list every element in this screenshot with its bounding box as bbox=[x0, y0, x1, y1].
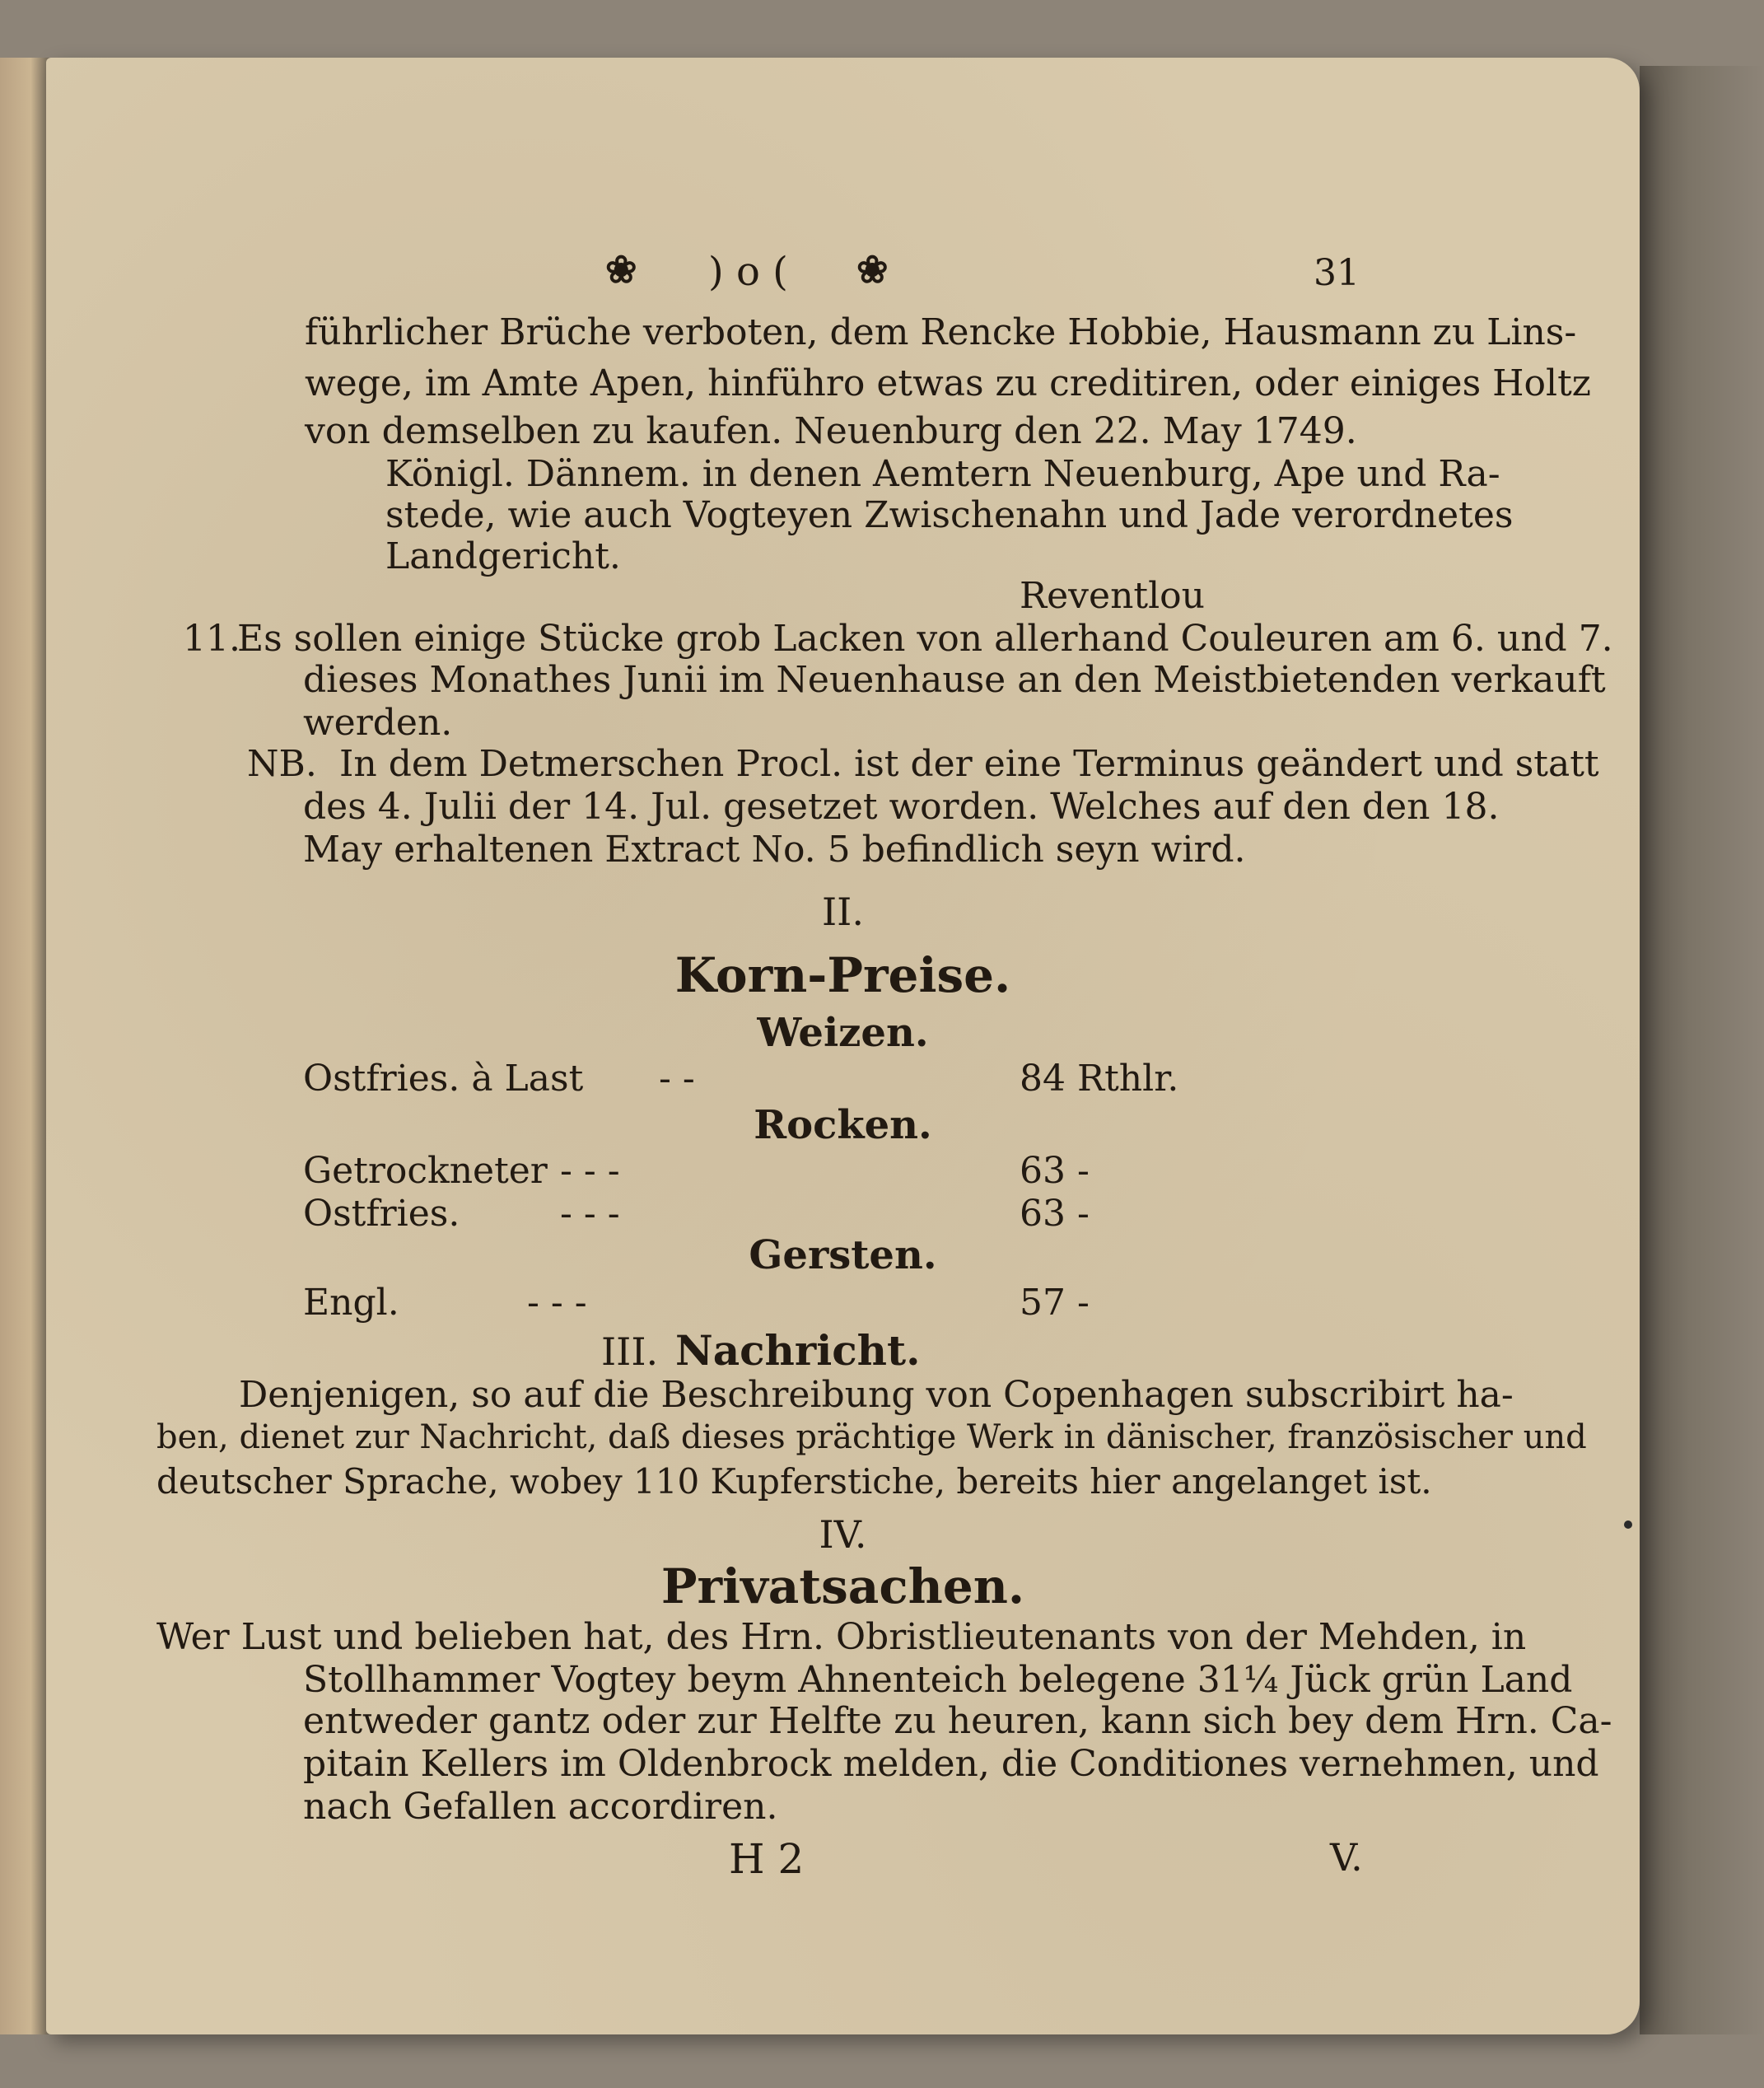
section-iv-line-1: Wer Lust und belieben hat, des Hrn. Obristlieutenants von der Mehden, in bbox=[156, 1616, 1527, 1658]
nb-line-3: May erhaltenen Extract No. 5 befindlich seyn wird. bbox=[303, 829, 1246, 871]
nb-line-2: des 4. Julii der 14. Jul. gesetzet worden. Welches auf den den 18. bbox=[303, 786, 1500, 828]
section-iv-line-3: entweder gantz oder zur Helfte zu heuren, kann sich bey dem Hrn. Ca- bbox=[303, 1700, 1612, 1742]
court-line-2: stede, wie auch Vogteyen Zwischenahn und Jade verordnetes bbox=[385, 494, 1514, 536]
price-row-label: Ostfries. à Last bbox=[303, 1058, 584, 1100]
group-weizen-heading: Weizen. bbox=[757, 1010, 929, 1056]
price-row-dashes: - - - bbox=[560, 1193, 620, 1235]
signature-mark: H 2 bbox=[729, 1835, 805, 1883]
intro-line-3: von demselben zu kaufen. Neuenburg den 22. May 1749. bbox=[305, 410, 1357, 452]
intro-line-2: wege, im Amte Apen, hinführo etwas zu creditiren, oder einiges Holtz bbox=[305, 362, 1591, 404]
section-iv-title: Privatsachen. bbox=[660, 1558, 1025, 1614]
catchword: V. bbox=[1330, 1835, 1363, 1880]
section-iii-line-3: deutscher Sprache, wobey 110 Kupferstiche, bereits hier angelanget ist. bbox=[156, 1461, 1432, 1502]
group-rocken-heading: Rocken. bbox=[754, 1102, 932, 1148]
price-row-label: Engl. bbox=[303, 1282, 399, 1324]
signature: Reventlou bbox=[1020, 575, 1205, 617]
ink-dot bbox=[1624, 1520, 1632, 1529]
section-iv-line-4: pitain Kellers im Oldenbrock melden, die Conditiones vernehmen, und bbox=[303, 1743, 1599, 1785]
right-background bbox=[1640, 66, 1764, 2034]
price-row-dashes: - - - bbox=[560, 1150, 620, 1192]
group-gersten-heading: Gersten. bbox=[749, 1232, 937, 1278]
item-11-line-3: werden. bbox=[303, 702, 453, 744]
header-ornament: ) o ( bbox=[708, 249, 788, 295]
court-line-3: Landgericht. bbox=[385, 535, 621, 577]
nb-line-1: In dem Detmerschen Procl. ist der eine Terminus geändert und statt bbox=[339, 743, 1599, 785]
ornament-left-icon: ❀ bbox=[605, 247, 637, 292]
page-number: 31 bbox=[1314, 252, 1360, 294]
section-iv-line-2: Stollhammer Vogtey beym Ahnenteich belegene 31¼ Jück grün Land bbox=[303, 1659, 1573, 1701]
price-row-value: 57 - bbox=[1020, 1282, 1090, 1324]
section-iii-line-2: ben, dienet zur Nachricht, daß dieses prächtige Werk in dänischer, französischer und bbox=[156, 1418, 1587, 1456]
nb-label: NB. bbox=[247, 743, 317, 785]
section-iii-line-1: Denjenigen, so auf die Beschreibung von Copenhagen subscribirt ha- bbox=[239, 1374, 1514, 1416]
intro-line-1: führlicher Brüche verboten, dem Rencke Hobbie, Hausmann zu Lins- bbox=[305, 311, 1577, 353]
section-iii-title: Nachricht. bbox=[675, 1326, 921, 1375]
price-row-label: Getrockneter bbox=[303, 1150, 548, 1192]
left-page-edge bbox=[0, 58, 51, 2034]
ornament-right-icon: ❀ bbox=[856, 247, 889, 292]
item-11-line-2: dieses Monathes Junii im Neuenhause an den Meistbietenden verkauft bbox=[303, 659, 1606, 701]
item-11-label: 11. bbox=[183, 618, 240, 660]
price-row-dashes: - - - bbox=[527, 1282, 587, 1324]
section-iv-numeral: IV. bbox=[819, 1512, 867, 1557]
item-11-line-1: Es sollen einige Stücke grob Lacken von allerhand Couleuren am 6. und 7. bbox=[237, 618, 1613, 660]
price-row-value: 63 - bbox=[1020, 1193, 1090, 1235]
court-line-1: Königl. Dännem. in denen Aemtern Neuenburg, Ape und Ra- bbox=[385, 453, 1500, 495]
price-row-label: Ostfries. bbox=[303, 1193, 460, 1235]
section-iv-line-5: nach Gefallen accordiren. bbox=[303, 1786, 778, 1828]
section-ii-title: Korn-Preise. bbox=[674, 947, 1011, 1003]
price-row-dashes: - - bbox=[659, 1058, 695, 1100]
section-ii-numeral: II. bbox=[822, 890, 864, 934]
section-iii-numeral: III. bbox=[601, 1329, 659, 1374]
price-row-value: 84 Rthlr. bbox=[1020, 1058, 1179, 1100]
price-row-value: 63 - bbox=[1020, 1150, 1090, 1192]
